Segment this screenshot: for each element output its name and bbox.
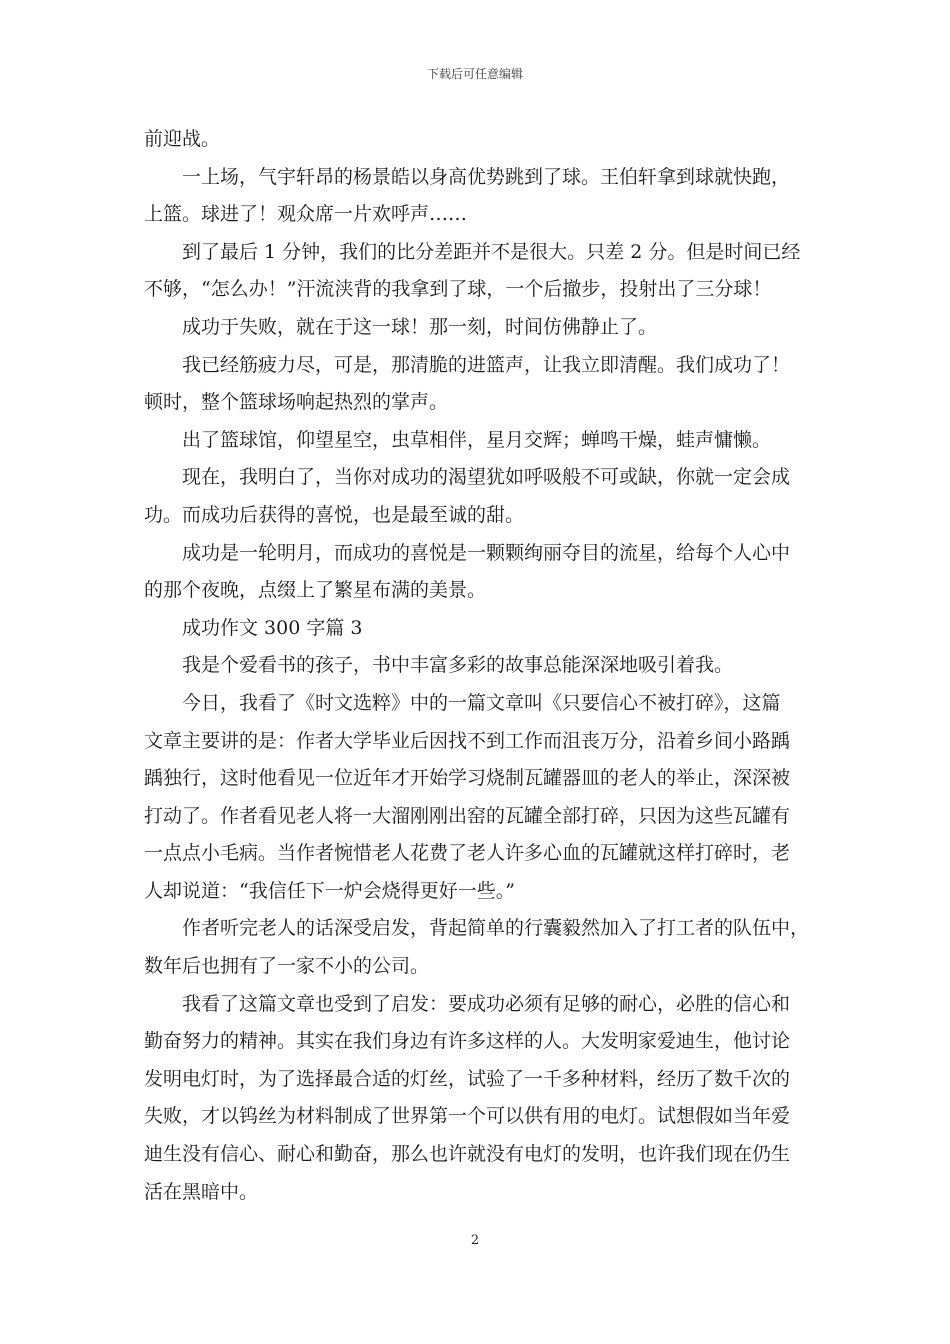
text-line: 前迎战。 — [144, 128, 221, 150]
section-heading: 成功作文 300 字篇 3 — [182, 616, 363, 639]
document-body — [144, 121, 824, 1211]
text-line: 今日，我看了《时文选粹》中的一篇文章叫《只要信心不被打碎》，这篇 — [182, 691, 781, 714]
text-line: 人却说道：“我信任下一炉会烧得更好一些。” — [144, 879, 515, 902]
text-line: 一上场，气宇轩昂的杨景皓以身高优势跳到了球。王伯轩拿到球就快跑， — [182, 165, 791, 188]
text-line: 迪生没有信心、耐心和勤奋，那么也许就没有电灯的发明，也许我们现在仍生 — [144, 1143, 791, 1166]
page-header: 下载后可任意编辑 — [426, 67, 523, 81]
text-line: 一点点小毛病。当作者惋惜老人花费了老人许多心血的瓦罐就这样打碎时，老 — [144, 842, 791, 865]
text-line: 的那个夜晚，点缀上了繁星布满的美景。 — [144, 579, 487, 602]
text-line: 不够，“怎么办！”汗流浃背的我拿到了球，一个后撤步，投射出了三分球！ — [144, 278, 772, 301]
text-line: 成功是一轮明月，而成功的喜悦是一颗颗绚丽夺目的流星，给每个人心中 — [182, 541, 791, 564]
text-line: 我已经筋疲力尽，可是，那清脆的进篮声，让我立即清醒。我们成功了！ — [182, 353, 791, 376]
text-line: 功。而成功后获得的喜悦，也是最至诚的甜。 — [144, 503, 525, 526]
text-line: 勤奋努力的精神。其实在我们身边有许多这样的人。大发明家爱迪生，他讨论 — [144, 1030, 791, 1053]
text-line: 发明电灯时，为了选择最合适的灯丝，试验了一千多种材料，经历了数千次的 — [144, 1067, 791, 1090]
text-line: 顿时，整个篮球场响起热烈的掌声。 — [144, 391, 449, 414]
text-line: 文章主要讲的是：作者大学毕业后因找不到工作而沮丧万分，沿着乡间小路踽 — [144, 729, 791, 752]
page-number: 2 — [470, 1233, 480, 1248]
text-line: 到了最后 1 分钟，我们的比分差距并不是很大。只差 2 分。但是时间已经 — [182, 240, 801, 263]
text-line: 现在，我明白了，当你对成功的渴望犹如呼吸般不可或缺，你就一定会成 — [182, 466, 791, 489]
text-line: 踽独行，这时他看见一位近年才开始学习烧制瓦罐器皿的老人的举止，深深被 — [144, 767, 791, 790]
text-line: 成功于失败，就在于这一球！那一刻，时间仿佛静止了。 — [182, 315, 658, 338]
text-line: 我是个爱看书的孩子，书中丰富多彩的故事总能深深地吸引着我。 — [182, 654, 734, 677]
text-line: 打动了。作者看见老人将一大溜刚刚出窑的瓦罐全部打碎，只因为这些瓦罐有 — [144, 804, 791, 827]
text-line: 作者听完老人的话深受启发，背起简单的行囊毅然加入了打工者的队伍中， — [182, 917, 810, 940]
text-line: 活在黑暗中。 — [144, 1180, 259, 1203]
text-line: 出了篮球馆，仰望星空，虫草相伴，星月交辉；蝉鸣干燥，蛙声慵懒。 — [182, 428, 772, 451]
text-line: 我看了这篇文章也受到了启发：要成功必须有足够的耐心，必胜的信心和 — [182, 992, 791, 1015]
text-line: 上篮。球进了！观众席一片欢呼声…… — [144, 203, 468, 226]
text-line: 失败，才以钨丝为材料制成了世界第一个可以供有用的电灯。试想假如当年爱 — [144, 1105, 791, 1128]
text-line: 数年后也拥有了一家不小的公司。 — [144, 955, 430, 978]
